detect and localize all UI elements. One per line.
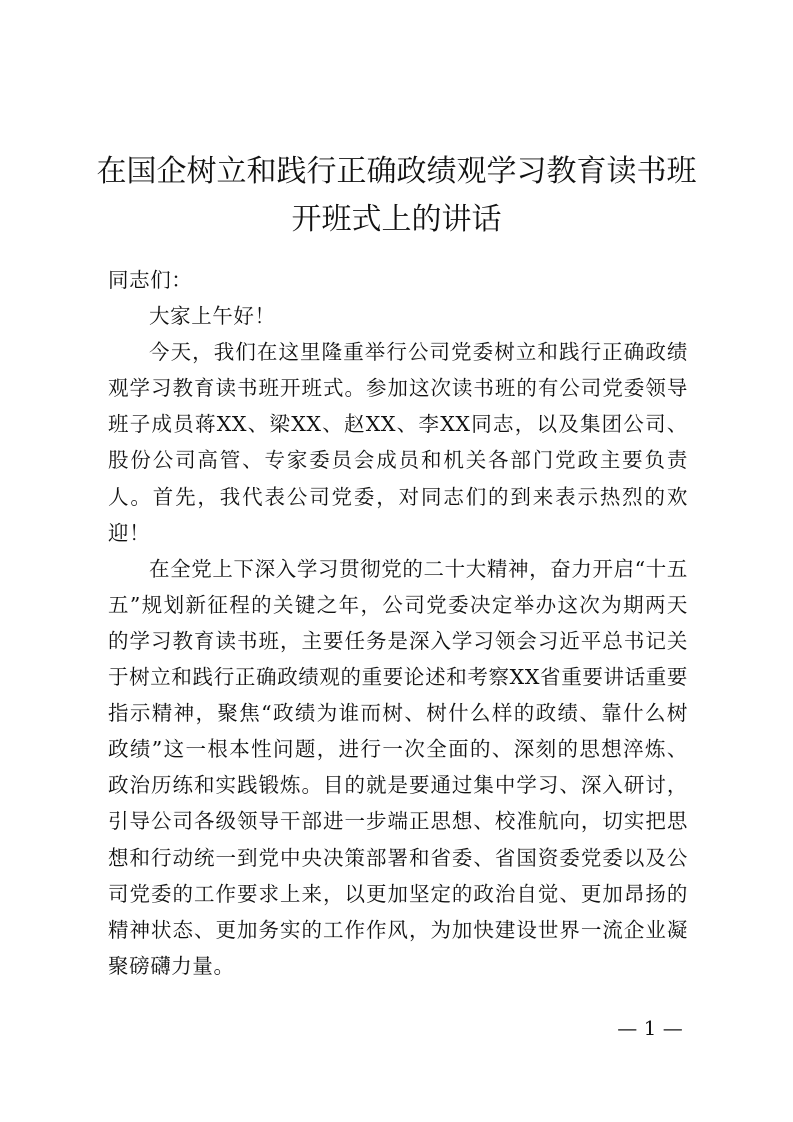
document-body xyxy=(108,262,688,984)
page-number: — 1 — xyxy=(617,1016,683,1040)
paragraph-greeting: 大家上午好！ xyxy=(149,304,276,329)
document-title xyxy=(92,148,701,244)
salutation: 同志们： xyxy=(108,268,193,292)
title-line-1: 在国企树立和践行正确政绩观学习教育读书班 xyxy=(96,154,697,189)
paragraph-opening: 今天，我们在这里隆重举行公司党委树立和践行正确政绩观学习教育读书班开班式。参加这次读书班的有公司党委领导班子成员蒋XX、梁XX、赵XX、李XX同志，以及集团公司、股份公司高管、专家委员会成员和机关各部门党政主要负责人。首先，我代表公司党委，对同志们的到来表示热烈的欢迎！ xyxy=(108,340,688,545)
paragraph-purpose: 在全党上下深入学习贯彻党的二十大精神，奋力开启“十五五”规划新征程的关键之年，公司党委决定举办这次为期两天的学习教育读书班，主要任务是深入学习领会习近平总书记关于树立和践行正确政绩观的重要论述和考察XX省重要讲话重要指示精神，聚焦“政绩为谁而树、树什么样的政绩、靠什么树政绩”这一根本性问题，进行一次全面的、深刻的思想淬炼、政治历练和实践锻炼。目的就是要通过集中学习、深入研讨，引导公司各级领导干部进一步端正思想、校准航向，切实把思想和行动统一到党中央决策部署和省委、省国资委党委以及公司党委的工作要求上来，以更加坚定的政治自觉、更加昂扬的精神状态、更加务实的工作作风，为加快建设世界一流企业凝聚磅礴力量。 xyxy=(108,556,688,978)
title-line-2: 开班式上的讲话 xyxy=(291,202,502,237)
